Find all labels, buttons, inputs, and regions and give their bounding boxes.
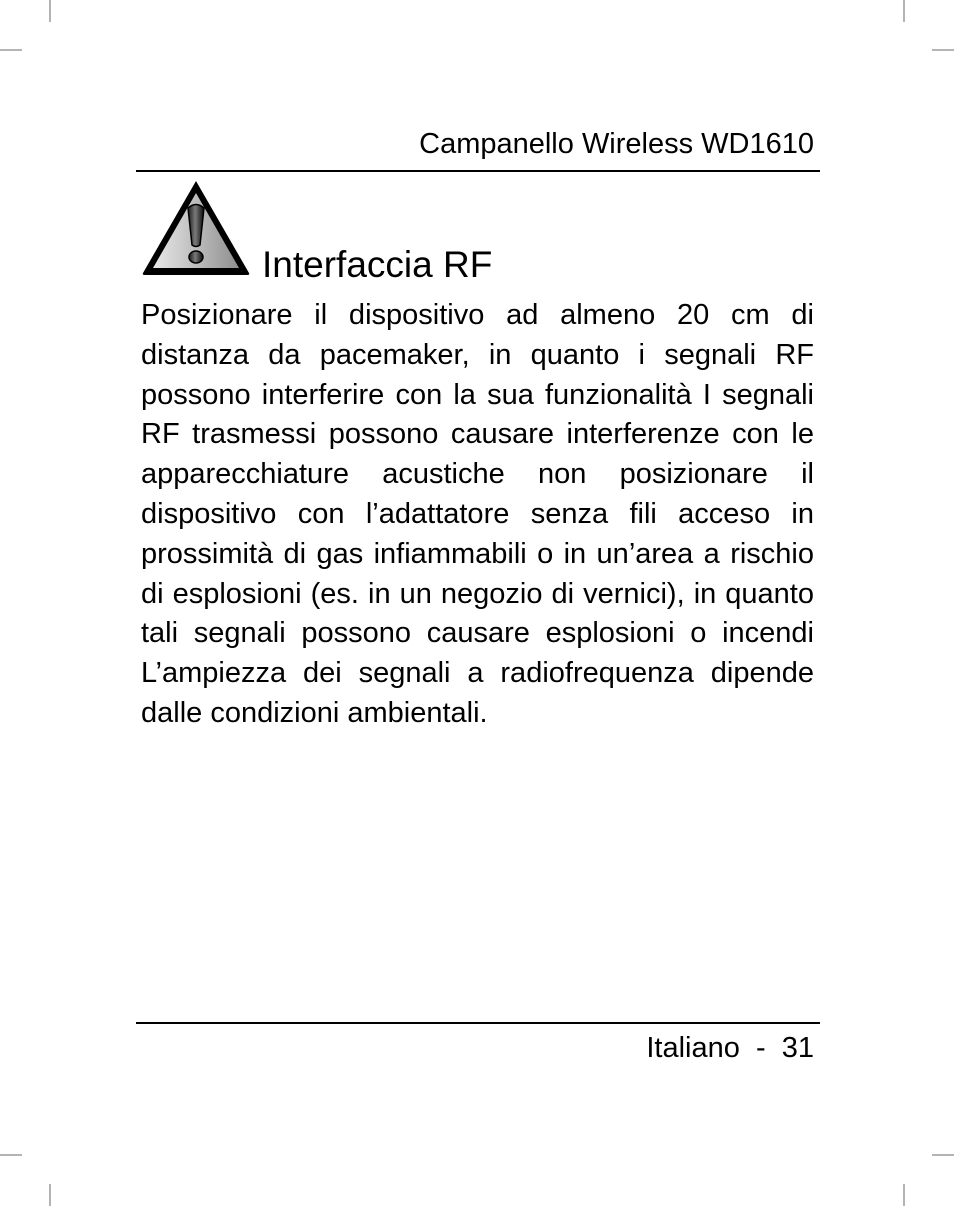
crop-mark [903, 1184, 905, 1206]
crop-mark [932, 1154, 954, 1156]
section-heading: Interfaccia RF [262, 244, 493, 285]
crop-mark [49, 0, 51, 22]
header-title: Campanello Wireless WD1610 [419, 128, 814, 160]
crop-mark [49, 1184, 51, 1206]
crop-mark [932, 49, 954, 51]
crop-mark [0, 1154, 22, 1156]
body-paragraph: Posizionare il dispositivo ad almeno 20 cm di distanza da pacemaker, in quanto i segnali RF possono interferire con la sua funzionalità I segnali RF trasmessi possono causare interferenze con le apparecchiature acustiche non posizionare il dispositivo con l’adattatore senza fili acceso in prossimità di gas infiammabili o in un’area a rischio di esplosioni (es. in un negozio di vernici), in quanto tali segnali possono causare esplosioni o incendi L’ampiezza dei segnali a radiofrequenza dipende dalle condizioni ambientali. [141, 299, 814, 729]
page-footer: Italiano - 31 [646, 1032, 814, 1064]
header-rule [136, 170, 820, 172]
warning-triangle-icon [139, 177, 253, 279]
crop-mark [0, 49, 22, 51]
footer-rule [136, 1022, 820, 1024]
crop-mark [903, 0, 905, 22]
